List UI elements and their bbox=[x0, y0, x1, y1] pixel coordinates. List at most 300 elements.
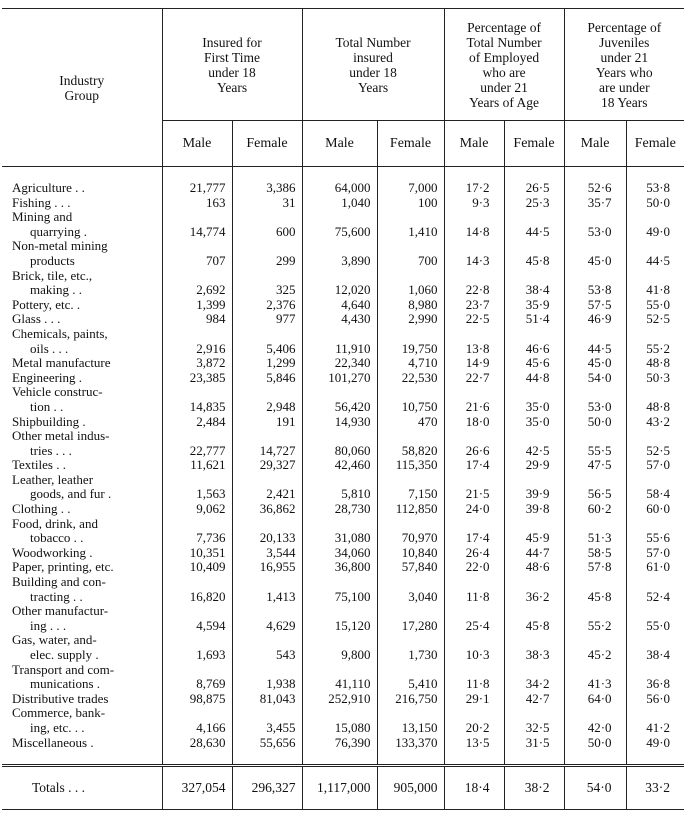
industry-name-line: Mining and bbox=[12, 209, 73, 225]
insured-first-time-header: Insured for First Time under 18 Years bbox=[162, 9, 302, 121]
cell: 2,948 bbox=[232, 385, 302, 414]
table-row bbox=[2, 327, 684, 356]
cell: 53·8 bbox=[626, 181, 684, 196]
cell: 98,875 bbox=[162, 692, 232, 707]
pct-juveniles-header: Percentage of Juveniles under 21 Years who are under 18 Years bbox=[564, 9, 684, 121]
cell: 50·0 bbox=[626, 196, 684, 211]
female-header: Female bbox=[377, 121, 444, 167]
industry-name-line: Woodworking . bbox=[12, 544, 93, 560]
cell: 54·0 bbox=[564, 371, 626, 386]
industry-name-line: Textiles . . bbox=[12, 457, 66, 473]
totals-label: Totals . . . bbox=[32, 779, 86, 795]
industry-name bbox=[2, 210, 162, 239]
cell: 25·3 bbox=[504, 196, 564, 211]
cell: 42,460 bbox=[302, 458, 377, 473]
female-header: Female bbox=[504, 121, 564, 167]
industry-name-line: Paper, printing, etc. bbox=[12, 559, 114, 575]
cell: 18·4 bbox=[444, 766, 504, 810]
cell: 45·6 bbox=[504, 356, 564, 371]
industry-name bbox=[2, 356, 162, 371]
industry-name-line: Vehicle construc- bbox=[12, 384, 103, 400]
cell: 53·8 bbox=[564, 269, 626, 298]
cell: 23·7 bbox=[444, 298, 504, 313]
industry-name-line: Other manufactur- bbox=[12, 603, 109, 619]
cell: 905,000 bbox=[377, 766, 444, 810]
cell: 46·6 bbox=[504, 327, 564, 356]
cell: 296,327 bbox=[232, 766, 302, 810]
table-row bbox=[2, 429, 684, 458]
cell: 13,150 bbox=[377, 706, 444, 735]
cell: 600 bbox=[232, 210, 302, 239]
cell: 2,421 bbox=[232, 473, 302, 502]
table-row bbox=[2, 633, 684, 662]
industry-name-line: Shipbuilding . bbox=[12, 413, 86, 429]
cell: 36,862 bbox=[232, 502, 302, 517]
cell: 20·2 bbox=[444, 706, 504, 735]
table-row bbox=[2, 473, 684, 502]
cell: 16,820 bbox=[162, 575, 232, 604]
cell: 11·8 bbox=[444, 663, 504, 692]
cell: 64,000 bbox=[302, 181, 377, 196]
industry-name-line: Fishing . . . bbox=[12, 194, 71, 210]
industry-name-line: ing, etc. . . bbox=[30, 719, 85, 735]
industry-name bbox=[2, 269, 162, 298]
cell: 13·5 bbox=[444, 736, 504, 751]
cell: 26·4 bbox=[444, 546, 504, 561]
cell: 1,410 bbox=[377, 210, 444, 239]
table-row bbox=[2, 385, 684, 414]
industry-name-line: Distributive trades bbox=[12, 690, 109, 706]
cell: 325 bbox=[232, 269, 302, 298]
cell: 22·7 bbox=[444, 371, 504, 386]
cell: 10,409 bbox=[162, 560, 232, 575]
cell: 1,730 bbox=[377, 633, 444, 662]
cell: 31 bbox=[232, 196, 302, 211]
industry-name bbox=[2, 458, 162, 473]
cell: 36·2 bbox=[504, 575, 564, 604]
cell: 163 bbox=[162, 196, 232, 211]
industry-name-line: tobacco . . bbox=[30, 530, 84, 546]
cell: 36·8 bbox=[626, 663, 684, 692]
industry-name-line: Gas, water, and- bbox=[12, 632, 97, 648]
industry-name bbox=[2, 239, 162, 268]
cell: 5,810 bbox=[302, 473, 377, 502]
cell: 4,629 bbox=[232, 604, 302, 633]
cell: 12,020 bbox=[302, 269, 377, 298]
cell: 45·8 bbox=[504, 604, 564, 633]
male-header: Male bbox=[302, 121, 377, 167]
cell: 55·0 bbox=[626, 604, 684, 633]
cell: 53·0 bbox=[564, 210, 626, 239]
table-row bbox=[2, 298, 684, 313]
cell: 44·5 bbox=[626, 239, 684, 268]
cell: 2,376 bbox=[232, 298, 302, 313]
cell: 4,640 bbox=[302, 298, 377, 313]
industry-name-line: Miscellaneous . bbox=[12, 734, 94, 750]
industry-name bbox=[2, 196, 162, 211]
cell: 14·8 bbox=[444, 210, 504, 239]
industry-name bbox=[2, 692, 162, 707]
industry-name-line: munications . bbox=[30, 676, 101, 692]
cell: 49·0 bbox=[626, 736, 684, 751]
cell: 984 bbox=[162, 312, 232, 327]
cell: 5,846 bbox=[232, 371, 302, 386]
table-row bbox=[2, 371, 684, 386]
cell: 29·9 bbox=[504, 458, 564, 473]
table-row bbox=[2, 560, 684, 575]
cell: 43·2 bbox=[626, 415, 684, 430]
industry-name-line: Chemicals, paints, bbox=[12, 325, 108, 341]
cell: 46·9 bbox=[564, 312, 626, 327]
cell: 16,955 bbox=[232, 560, 302, 575]
cell: 191 bbox=[232, 415, 302, 430]
cell: 8,980 bbox=[377, 298, 444, 313]
cell: 14·9 bbox=[444, 356, 504, 371]
table-row bbox=[2, 196, 684, 211]
industry-name-line: oils . . . bbox=[30, 340, 69, 356]
cell: 2,990 bbox=[377, 312, 444, 327]
cell: 20,133 bbox=[232, 517, 302, 546]
industry-name-line: quarrying . bbox=[30, 223, 88, 239]
cell: 48·6 bbox=[504, 560, 564, 575]
cell: 9,062 bbox=[162, 502, 232, 517]
cell: 11·8 bbox=[444, 575, 504, 604]
cell: 1,299 bbox=[232, 356, 302, 371]
industry-name-line: making . . bbox=[30, 282, 82, 298]
cell: 3,386 bbox=[232, 181, 302, 196]
cell: 15,120 bbox=[302, 604, 377, 633]
cell: 57·5 bbox=[564, 298, 626, 313]
cell: 50·0 bbox=[564, 415, 626, 430]
cell: 45·8 bbox=[504, 239, 564, 268]
cell: 45·0 bbox=[564, 239, 626, 268]
table-row bbox=[2, 239, 684, 268]
cell: 10,351 bbox=[162, 546, 232, 561]
cell: 700 bbox=[377, 239, 444, 268]
pct-under-21-header: Percentage of Total Number of Employed who are under 21 Years of Age bbox=[444, 9, 564, 121]
cell: 2,916 bbox=[162, 327, 232, 356]
cell: 4,710 bbox=[377, 356, 444, 371]
cell: 21·6 bbox=[444, 385, 504, 414]
industry-name-line: tries . . . bbox=[30, 442, 72, 458]
cell: 10,840 bbox=[377, 546, 444, 561]
cell: 41·3 bbox=[564, 663, 626, 692]
cell: 22,777 bbox=[162, 429, 232, 458]
cell: 60·2 bbox=[564, 502, 626, 517]
cell: 52·5 bbox=[626, 429, 684, 458]
cell: 26·6 bbox=[444, 429, 504, 458]
cell: 35·0 bbox=[504, 415, 564, 430]
cell: 8,769 bbox=[162, 663, 232, 692]
cell: 33·2 bbox=[626, 766, 684, 810]
female-header: Female bbox=[232, 121, 302, 167]
cell: 52·4 bbox=[626, 575, 684, 604]
cell: 52·5 bbox=[626, 312, 684, 327]
cell: 48·8 bbox=[626, 385, 684, 414]
industry-name bbox=[2, 560, 162, 575]
cell: 34·2 bbox=[504, 663, 564, 692]
industry-name-line: elec. supply . bbox=[30, 647, 99, 662]
cell: 7,000 bbox=[377, 181, 444, 196]
cell: 216,750 bbox=[377, 692, 444, 707]
cell: 22·8 bbox=[444, 269, 504, 298]
cell: 75,100 bbox=[302, 575, 377, 604]
cell: 31,080 bbox=[302, 517, 377, 546]
cell: 977 bbox=[232, 312, 302, 327]
cell: 3,872 bbox=[162, 356, 232, 371]
cell: 17·4 bbox=[444, 458, 504, 473]
cell: 31·5 bbox=[504, 736, 564, 751]
cell: 39·8 bbox=[504, 502, 564, 517]
cell: 11,621 bbox=[162, 458, 232, 473]
industry-name bbox=[2, 604, 162, 633]
industry-name-line: tracting . . bbox=[30, 588, 83, 604]
cell: 24·0 bbox=[444, 502, 504, 517]
cell: 1,040 bbox=[302, 196, 377, 211]
cell: 3,040 bbox=[377, 575, 444, 604]
table-row bbox=[2, 210, 684, 239]
industry-name-line: Clothing . . bbox=[12, 501, 71, 517]
table-row bbox=[2, 692, 684, 707]
industry-name-line: Leather, leather bbox=[12, 471, 94, 487]
cell: 17·4 bbox=[444, 517, 504, 546]
cell: 3,890 bbox=[302, 239, 377, 268]
cell: 76,390 bbox=[302, 736, 377, 751]
cell: 14·3 bbox=[444, 239, 504, 268]
male-header: Male bbox=[444, 121, 504, 167]
industry-name bbox=[2, 327, 162, 356]
industry-name-line: Commerce, bank- bbox=[12, 705, 106, 721]
cell: 42·7 bbox=[504, 692, 564, 707]
cell: 45·2 bbox=[564, 633, 626, 662]
cell: 9,800 bbox=[302, 633, 377, 662]
table-row bbox=[2, 604, 684, 633]
cell: 327,054 bbox=[162, 766, 232, 810]
cell: 35·9 bbox=[504, 298, 564, 313]
industry-name-line: Other metal indus- bbox=[12, 428, 110, 444]
cell: 56,420 bbox=[302, 385, 377, 414]
cell: 29,327 bbox=[232, 458, 302, 473]
cell: 57·0 bbox=[626, 546, 684, 561]
cell: 17,280 bbox=[377, 604, 444, 633]
cell: 115,350 bbox=[377, 458, 444, 473]
industry-group-header: Industry Group bbox=[2, 9, 162, 167]
cell: 36,800 bbox=[302, 560, 377, 575]
cell: 21·5 bbox=[444, 473, 504, 502]
cell: 14,930 bbox=[302, 415, 377, 430]
cell: 1,117,000 bbox=[302, 766, 377, 810]
cell: 9·3 bbox=[444, 196, 504, 211]
cell: 51·4 bbox=[504, 312, 564, 327]
cell: 2,484 bbox=[162, 415, 232, 430]
cell: 3,455 bbox=[232, 706, 302, 735]
cell: 61·0 bbox=[626, 560, 684, 575]
cell: 49·0 bbox=[626, 210, 684, 239]
cell: 58·4 bbox=[626, 473, 684, 502]
industry-name-line: products bbox=[30, 252, 75, 268]
cell: 5,410 bbox=[377, 663, 444, 692]
cell: 41·8 bbox=[626, 269, 684, 298]
cell: 14,727 bbox=[232, 429, 302, 458]
industry-name-line: Pottery, etc. . bbox=[12, 296, 81, 312]
cell: 54·0 bbox=[564, 766, 626, 810]
industry-name bbox=[2, 429, 162, 458]
cell: 57·8 bbox=[564, 560, 626, 575]
industry-name-line: ing . . . bbox=[30, 617, 67, 633]
table-row bbox=[2, 415, 684, 430]
cell: 53·0 bbox=[564, 385, 626, 414]
cell: 1,693 bbox=[162, 633, 232, 662]
cell: 41,110 bbox=[302, 663, 377, 692]
industry-name bbox=[2, 575, 162, 604]
industry-name bbox=[2, 706, 162, 735]
cell: 56·5 bbox=[564, 473, 626, 502]
cell: 32·5 bbox=[504, 706, 564, 735]
industry-name bbox=[2, 517, 162, 546]
cell: 55·2 bbox=[626, 327, 684, 356]
industry-name bbox=[2, 736, 162, 751]
cell: 1,938 bbox=[232, 663, 302, 692]
cell: 58·5 bbox=[564, 546, 626, 561]
cell: 38·4 bbox=[504, 269, 564, 298]
female-header: Female bbox=[626, 121, 684, 167]
cell: 45·9 bbox=[504, 517, 564, 546]
cell: 1,060 bbox=[377, 269, 444, 298]
industry-name bbox=[2, 385, 162, 414]
cell: 45·0 bbox=[564, 356, 626, 371]
cell: 17·2 bbox=[444, 181, 504, 196]
industry-name-line: Engineering . bbox=[12, 369, 83, 385]
cell: 543 bbox=[232, 633, 302, 662]
industry-name-line: Glass . . . bbox=[12, 311, 61, 327]
cell: 7,736 bbox=[162, 517, 232, 546]
cell: 26·5 bbox=[504, 181, 564, 196]
cell: 299 bbox=[232, 239, 302, 268]
cell: 44·7 bbox=[504, 546, 564, 561]
male-header: Male bbox=[162, 121, 232, 167]
cell: 112,850 bbox=[377, 502, 444, 517]
cell: 22·0 bbox=[444, 560, 504, 575]
cell: 58,820 bbox=[377, 429, 444, 458]
table-row bbox=[2, 663, 684, 692]
cell: 10·3 bbox=[444, 633, 504, 662]
cell: 70,970 bbox=[377, 517, 444, 546]
industry-name bbox=[2, 633, 162, 662]
cell: 4,430 bbox=[302, 312, 377, 327]
cell: 55·0 bbox=[626, 298, 684, 313]
cell: 1,413 bbox=[232, 575, 302, 604]
table-row bbox=[2, 269, 684, 298]
table-row bbox=[2, 181, 684, 196]
industry-name bbox=[2, 181, 162, 196]
cell: 38·3 bbox=[504, 633, 564, 662]
cell: 44·5 bbox=[564, 327, 626, 356]
table-row bbox=[2, 546, 684, 561]
industry-name-line: Metal manufacture bbox=[12, 355, 111, 371]
industry-name-line: Agriculture . . bbox=[12, 180, 85, 195]
cell: 57,840 bbox=[377, 560, 444, 575]
cell: 38·2 bbox=[504, 766, 564, 810]
industry-name-line: tion . . bbox=[30, 398, 64, 414]
cell: 707 bbox=[162, 239, 232, 268]
table-row bbox=[2, 517, 684, 546]
cell: 25·4 bbox=[444, 604, 504, 633]
cell: 22·5 bbox=[444, 312, 504, 327]
industry-name-line: Non-metal mining bbox=[12, 238, 108, 254]
cell: 29·1 bbox=[444, 692, 504, 707]
industry-name bbox=[2, 312, 162, 327]
cell: 80,060 bbox=[302, 429, 377, 458]
cell: 55·2 bbox=[564, 604, 626, 633]
cell: 75,600 bbox=[302, 210, 377, 239]
cell: 10,750 bbox=[377, 385, 444, 414]
cell: 1,563 bbox=[162, 473, 232, 502]
cell: 2,692 bbox=[162, 269, 232, 298]
industry-name bbox=[2, 473, 162, 502]
cell: 38·4 bbox=[626, 633, 684, 662]
cell: 4,166 bbox=[162, 706, 232, 735]
cell: 5,406 bbox=[232, 327, 302, 356]
cell: 81,043 bbox=[232, 692, 302, 707]
cell: 18·0 bbox=[444, 415, 504, 430]
table-row bbox=[2, 458, 684, 473]
male-header: Male bbox=[564, 121, 626, 167]
cell: 11,910 bbox=[302, 327, 377, 356]
cell: 42·0 bbox=[564, 706, 626, 735]
cell: 50·0 bbox=[564, 736, 626, 751]
cell: 44·5 bbox=[504, 210, 564, 239]
industry-name bbox=[2, 546, 162, 561]
cell: 52·6 bbox=[564, 181, 626, 196]
cell: 23,385 bbox=[162, 371, 232, 386]
cell: 4,594 bbox=[162, 604, 232, 633]
cell: 44·8 bbox=[504, 371, 564, 386]
table-row bbox=[2, 502, 684, 517]
cell: 100 bbox=[377, 196, 444, 211]
statistics-table bbox=[2, 8, 684, 810]
totals-row bbox=[2, 766, 684, 810]
table-row bbox=[2, 356, 684, 371]
cell: 22,530 bbox=[377, 371, 444, 386]
cell: 101,270 bbox=[302, 371, 377, 386]
cell: 55·5 bbox=[564, 429, 626, 458]
cell: 15,080 bbox=[302, 706, 377, 735]
cell: 50·3 bbox=[626, 371, 684, 386]
industry-name bbox=[2, 298, 162, 313]
cell: 21,777 bbox=[162, 181, 232, 196]
industry-name bbox=[2, 663, 162, 692]
cell: 28,730 bbox=[302, 502, 377, 517]
cell: 55,656 bbox=[232, 736, 302, 751]
cell: 42·5 bbox=[504, 429, 564, 458]
industry-name bbox=[2, 415, 162, 430]
table-row bbox=[2, 312, 684, 327]
cell: 35·0 bbox=[504, 385, 564, 414]
cell: 470 bbox=[377, 415, 444, 430]
industry-name-line: Food, drink, and bbox=[12, 515, 98, 531]
cell: 64·0 bbox=[564, 692, 626, 707]
industry-name-line: Building and con- bbox=[12, 574, 106, 590]
cell: 39·9 bbox=[504, 473, 564, 502]
cell: 28,630 bbox=[162, 736, 232, 751]
cell: 3,544 bbox=[232, 546, 302, 561]
table-row bbox=[2, 736, 684, 751]
cell: 41·2 bbox=[626, 706, 684, 735]
cell: 19,750 bbox=[377, 327, 444, 356]
cell: 34,060 bbox=[302, 546, 377, 561]
cell: 13·8 bbox=[444, 327, 504, 356]
cell: 1,399 bbox=[162, 298, 232, 313]
